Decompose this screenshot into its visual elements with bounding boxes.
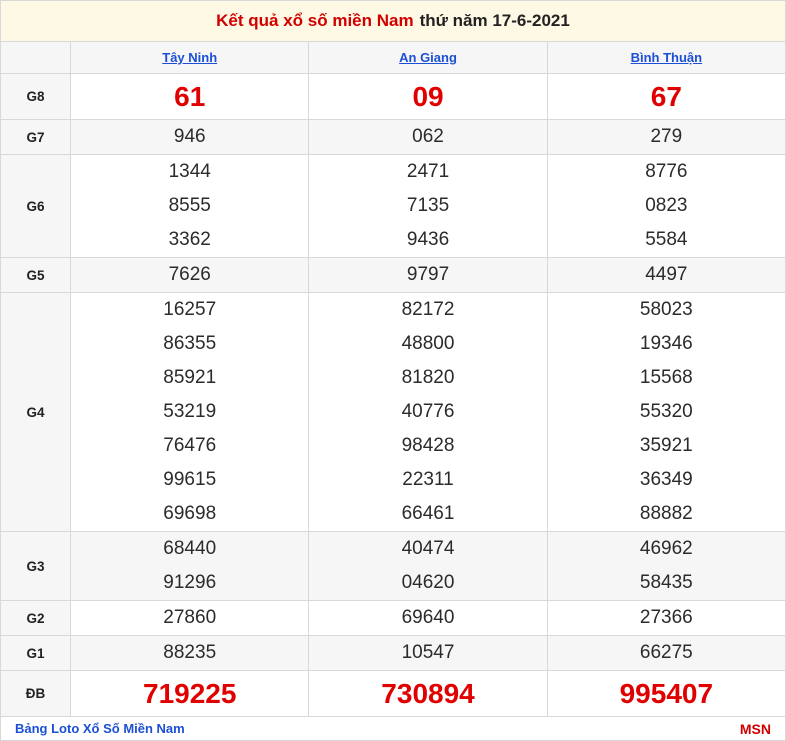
number: 2471 <box>406 161 450 182</box>
number: 69698 <box>163 503 217 524</box>
province-header-3[interactable] <box>547 42 785 74</box>
prize-numbers <box>71 155 309 258</box>
number: 88882 <box>639 503 693 524</box>
results-table <box>0 41 786 717</box>
number: 53219 <box>163 401 217 422</box>
prize-numbers <box>71 120 309 155</box>
number: 61 <box>174 80 206 112</box>
number: 10547 <box>401 642 455 663</box>
loto-footer <box>0 717 786 741</box>
prize-label: G3 <box>1 532 71 601</box>
prize-numbers <box>309 293 547 532</box>
table-row <box>1 155 786 258</box>
prize-numbers <box>71 532 309 601</box>
prize-numbers <box>547 636 785 671</box>
number: 0823 <box>645 195 688 216</box>
number: 98428 <box>401 435 455 456</box>
corner-cell <box>1 42 71 74</box>
number: 85921 <box>163 367 217 388</box>
number: 16257 <box>163 299 217 320</box>
number: 04620 <box>401 572 455 593</box>
number: 7626 <box>168 264 211 285</box>
number: 66275 <box>639 642 693 663</box>
number: 69640 <box>401 607 455 628</box>
province-link-3[interactable]: Bình Thuận <box>630 50 703 65</box>
prize-label: G2 <box>1 601 71 636</box>
prize-numbers <box>309 74 547 120</box>
number: 719225 <box>143 677 237 709</box>
number: 91296 <box>163 572 217 593</box>
prize-label: G8 <box>1 74 71 120</box>
prize-numbers <box>309 258 547 293</box>
prize-numbers <box>71 636 309 671</box>
province-link-2[interactable]: An Giang <box>399 50 457 65</box>
prize-numbers <box>547 293 785 532</box>
number: 68440 <box>163 538 217 559</box>
number: 67 <box>650 80 682 112</box>
prize-numbers <box>309 601 547 636</box>
number: 46962 <box>639 538 693 559</box>
table-header-row <box>1 42 786 74</box>
number: 22311 <box>402 469 454 490</box>
prize-numbers <box>71 258 309 293</box>
table-row <box>1 293 786 532</box>
number: 9436 <box>406 229 450 250</box>
prize-numbers <box>309 671 547 717</box>
province-header-2[interactable] <box>309 42 547 74</box>
prize-numbers <box>547 74 785 120</box>
prize-numbers <box>71 601 309 636</box>
number: 946 <box>173 126 206 147</box>
prize-label: G1 <box>1 636 71 671</box>
number: 81820 <box>401 367 455 388</box>
prize-numbers <box>547 601 785 636</box>
prize-numbers <box>309 532 547 601</box>
table-row <box>1 120 786 155</box>
number: 730894 <box>381 677 475 709</box>
table-row <box>1 601 786 636</box>
number: 09 <box>412 80 444 112</box>
prize-numbers <box>547 258 785 293</box>
prize-numbers <box>309 120 547 155</box>
table-row <box>1 258 786 293</box>
table-row <box>1 74 786 120</box>
number: 27860 <box>163 607 217 628</box>
number: 27366 <box>639 607 693 628</box>
number: 99615 <box>163 469 217 490</box>
page-title-text: Kết quả xổ số miền Nam <box>216 11 414 30</box>
number: 55320 <box>639 401 693 422</box>
number: 3362 <box>168 229 211 250</box>
prize-numbers <box>547 155 785 258</box>
table-row <box>1 636 786 671</box>
number: 062 <box>412 126 444 147</box>
prize-numbers <box>547 671 785 717</box>
number: 4497 <box>645 264 688 285</box>
table-row <box>1 532 786 601</box>
number: 66461 <box>401 503 455 524</box>
number: 8555 <box>168 195 211 216</box>
number: 8776 <box>645 161 688 182</box>
number: 76476 <box>163 435 217 456</box>
number: 9797 <box>406 264 450 285</box>
page-title <box>0 0 786 41</box>
province-link-1[interactable]: Tây Ninh <box>162 50 218 65</box>
loto-footer-brand: MSN <box>739 720 771 737</box>
prize-numbers <box>71 74 309 120</box>
prize-numbers <box>547 120 785 155</box>
prize-label: G6 <box>1 155 71 258</box>
number: 19346 <box>639 333 693 354</box>
number: 36349 <box>639 469 693 490</box>
number: 58023 <box>639 299 693 320</box>
prize-label: G5 <box>1 258 71 293</box>
number: 58435 <box>639 572 693 593</box>
prize-label: G4 <box>1 293 71 532</box>
number: 40474 <box>401 538 455 559</box>
number: 5584 <box>645 229 688 250</box>
number: 40776 <box>401 401 455 422</box>
loto-footer-title[interactable]: Bảng Loto Xổ Số Miền Nam <box>15 721 185 736</box>
number: 7135 <box>406 195 450 216</box>
province-header-1[interactable] <box>71 42 309 74</box>
prize-numbers <box>309 155 547 258</box>
prize-numbers <box>309 636 547 671</box>
table-row <box>1 671 786 717</box>
prize-numbers <box>71 671 309 717</box>
number: 1344 <box>168 161 211 182</box>
prize-label: ĐB <box>1 671 71 717</box>
number: 35921 <box>639 435 693 456</box>
number: 995407 <box>619 677 714 709</box>
prize-numbers <box>547 532 785 601</box>
number: 88235 <box>163 642 217 663</box>
number: 82172 <box>401 299 455 320</box>
prize-label: G7 <box>1 120 71 155</box>
number: 86355 <box>163 333 217 354</box>
number: 15568 <box>639 367 693 388</box>
number: 48800 <box>401 333 455 354</box>
number: 279 <box>650 126 683 147</box>
page-title-date: thứ năm 17-6-2021 <box>419 11 570 30</box>
prize-numbers <box>71 293 309 532</box>
